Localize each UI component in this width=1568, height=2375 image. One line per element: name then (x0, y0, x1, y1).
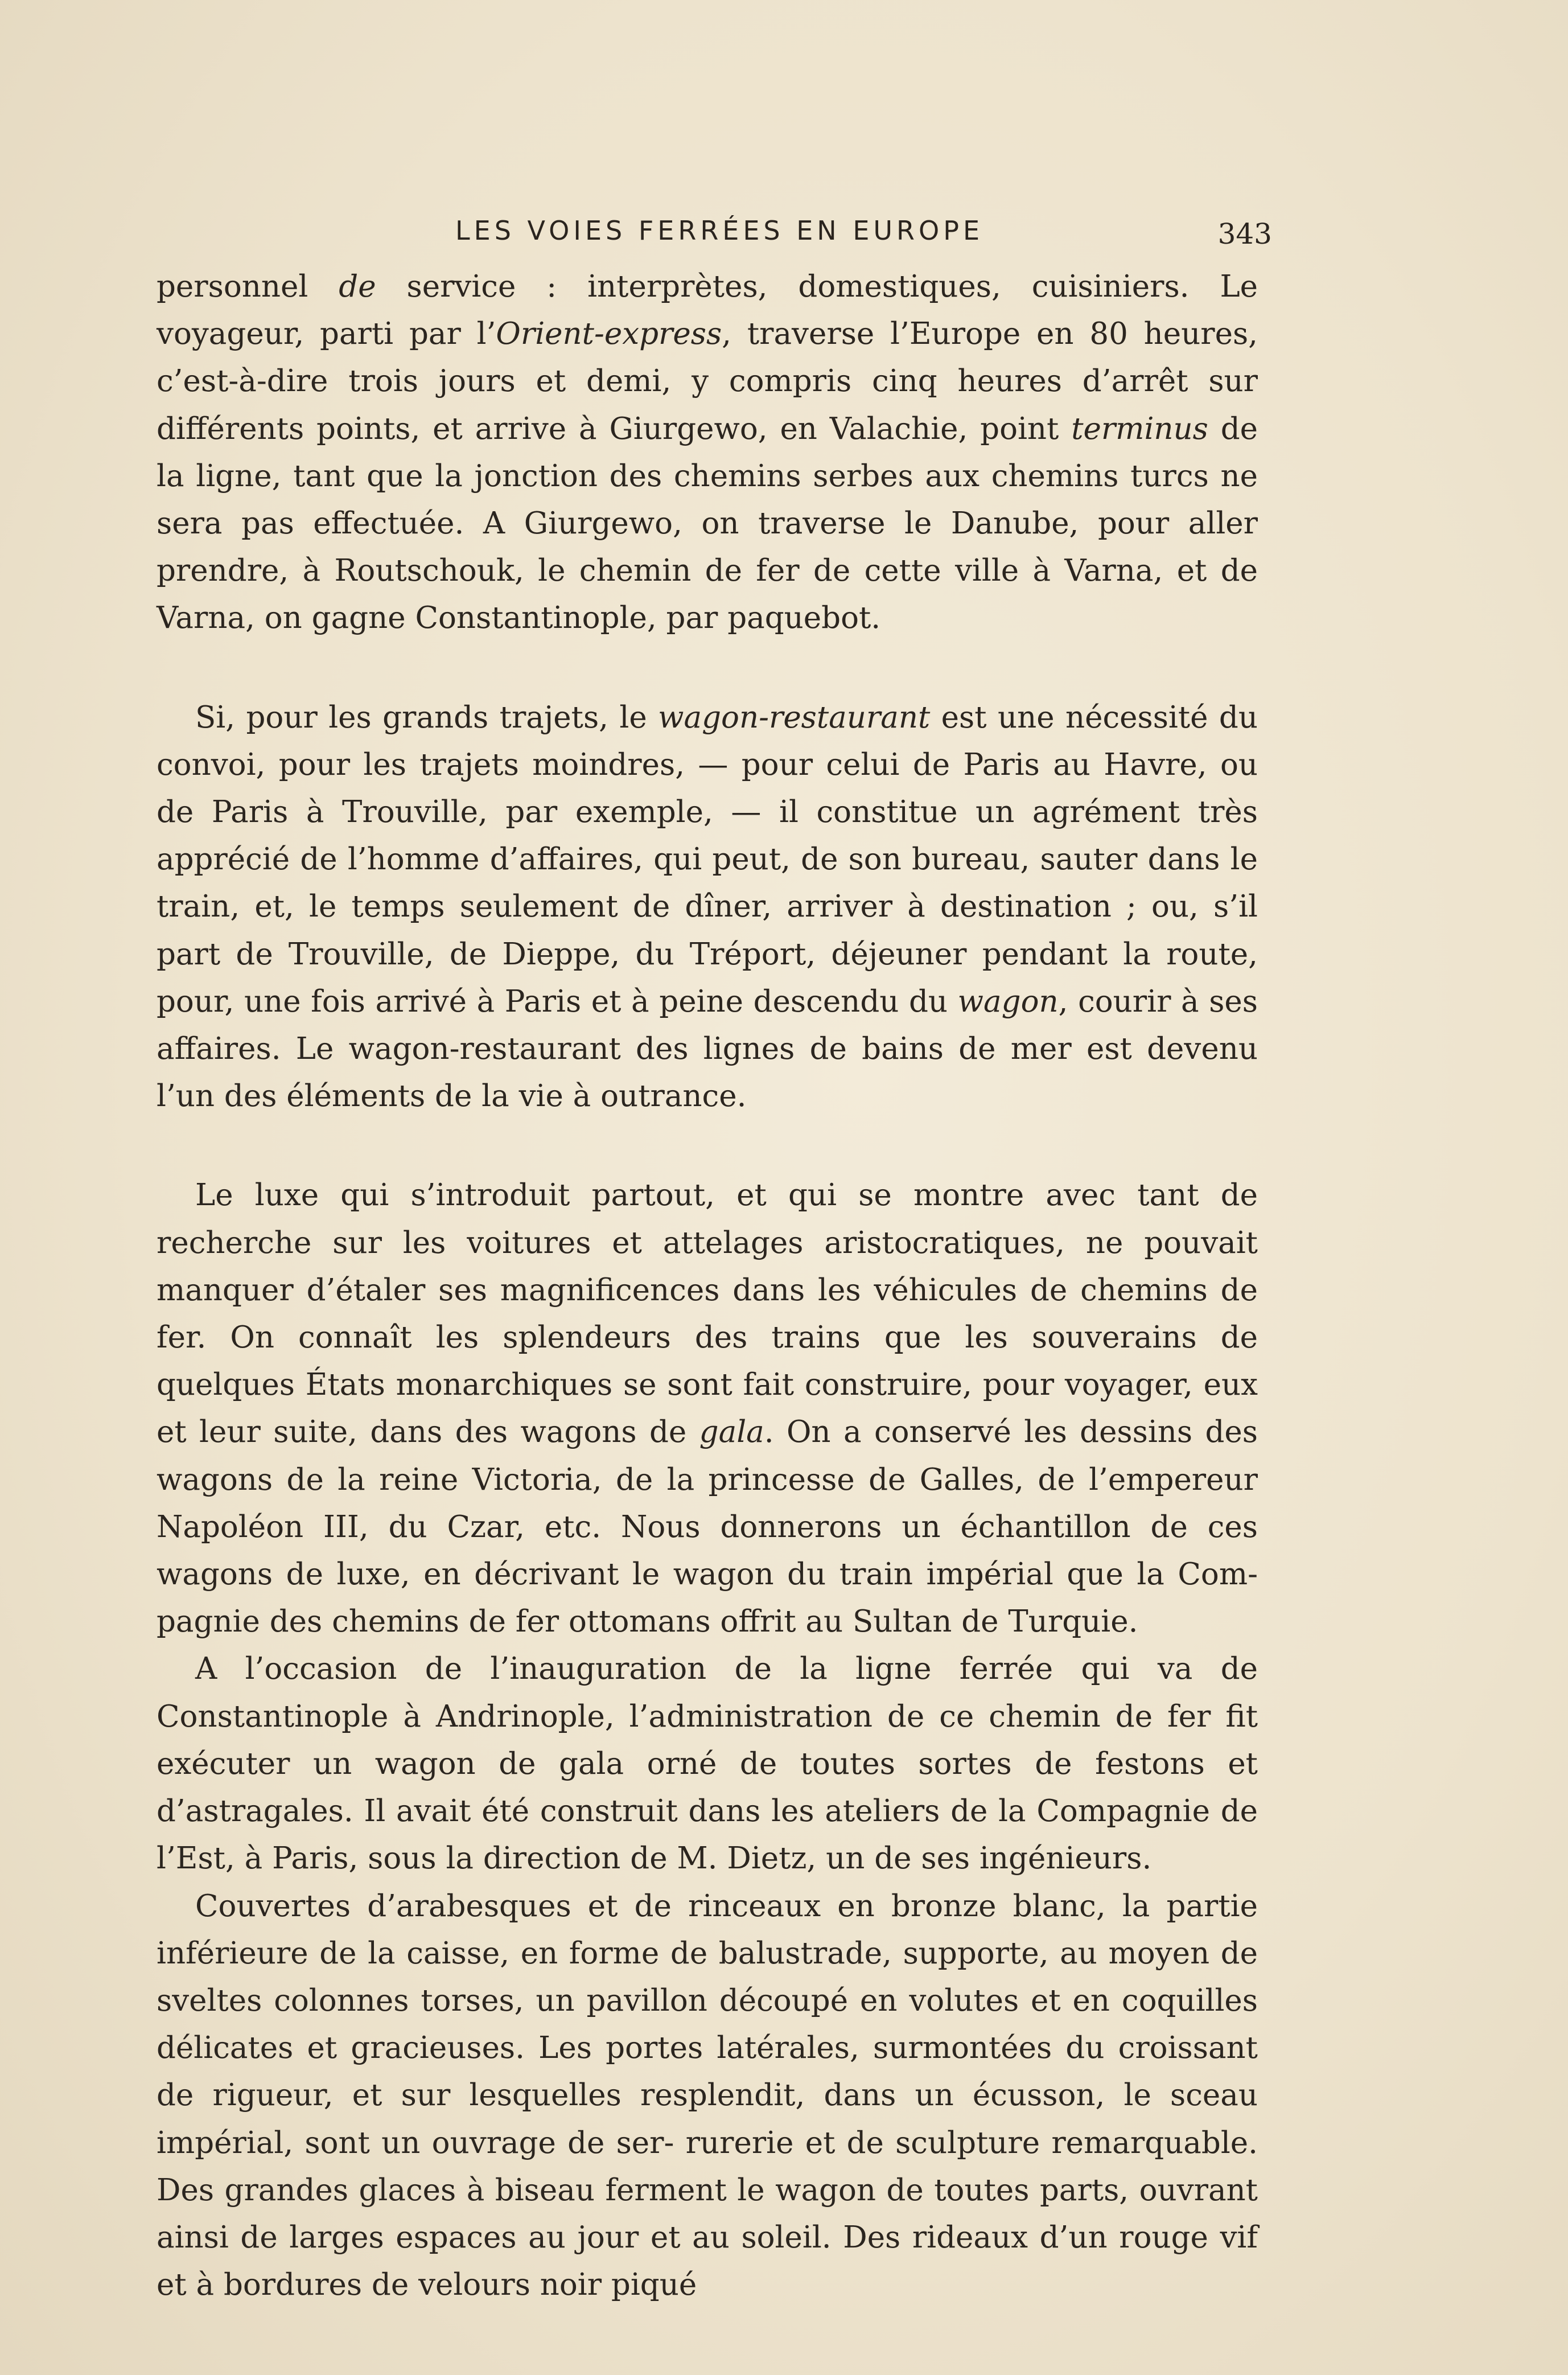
paragraph-3 (157, 1172, 1258, 1645)
text-line: personnel de service : interprètes, domestiques, cuisiniers. Le voyageur, (157, 269, 1258, 352)
page-number: 343 (1217, 217, 1272, 250)
text-line: l’homme d’affaires, qui peut, de son bureau, sauter dans le train, et, le temps (157, 842, 1258, 924)
text-line: à Giurgewo, en Valachie, point terminus de la ligne, tant que la jonction des (157, 411, 1258, 494)
text-line: de bains de mer est devenu l’un des éléments de la vie à outrance. (157, 1032, 1258, 1114)
text-line: conservé les dessins des wagons de la reine Victoria, de la princesse de Galles, (157, 1415, 1258, 1497)
text-line: descendu du wagon, courir à ses affaires. Le wagon-restaurant des lignes (157, 984, 1258, 1067)
text-line: magnificences dans les véhicules de chemins de fer. On connaît les splendeurs (157, 1272, 1258, 1355)
text-line: construire, pour voyager, eux et leur suite, dans des wagons de gala. On a (157, 1367, 1258, 1450)
paragraph-2 (157, 694, 1258, 1120)
text-line: traverse le Danube, pour aller prendre, à Routschouk, le chemin de fer de (157, 506, 1258, 589)
paragraph-5 (157, 1883, 1258, 2309)
page-header (157, 215, 1272, 261)
text-line: de la caisse, en forme de balustrade, supporte, au moyen de sveltes colonnes (157, 1936, 1258, 2018)
text-line: resplendit, dans un écusson, le sceau impérial, sont un ouvrage de ser- (157, 2078, 1258, 2160)
paragraph-4 (157, 1645, 1258, 1882)
text-line: cette ville à Varna, et de Varna, on gagne Constantinople, par paquebot. (157, 553, 1258, 636)
text-line: parti par l’Orient-express, traverse l’Europe en 80 heures, c’est-à-dire (157, 317, 1258, 399)
text-line: des trains que les souverains de quelques États monarchiques se sont fait (157, 1320, 1258, 1403)
text-line: Le luxe qui s’introduit partout, et qui se montre avec tant de recherche (157, 1178, 1258, 1260)
text-line: de l’empereur Napoléon III, du Czar, etc. Nous donnerons un échantillon de (157, 1462, 1258, 1544)
text-line: chemins serbes aux chemins turcs ne sera pas effectuée. A Giurgewo, on (157, 458, 1258, 541)
text-line: un de ses ingénieurs. (826, 1841, 1152, 1876)
text-line: ces wagons de luxe, en décrivant le wagon du train impérial que la Com- (157, 1509, 1258, 1592)
text-line: trois jours et demi, y compris cinq heures d’arrêt sur différents points, et arrive (157, 364, 1258, 446)
body-text (157, 263, 1258, 2308)
running-title: LES VOIES FERRÉES EN EUROPE (455, 215, 984, 246)
text-line: sur les voitures et attelages aristocratiques, ne pouvait manquer d’étaler ses (157, 1225, 1258, 1308)
italic-term: wagon-restaurant (658, 700, 931, 735)
text-line: Paris à Trouville, par exemple, — il constitue un agrément très apprécié de (157, 795, 1258, 877)
text-line: convoi, pour les trajets moindres, — pour celui de Paris au Havre, ou de (157, 747, 1258, 830)
italic-term: de (339, 269, 376, 304)
italic-term: wagon (957, 984, 1059, 1019)
text-line: rurerie et de sculpture remarquable. Des grandes glaces à biseau (157, 2125, 1258, 2208)
text-line: torses, un pavillon découpé en volutes et en coquilles délicates et gracieuses. (157, 1983, 1258, 2066)
text-line: les ateliers de la Compagnie de l’Est, à Paris, sous la direction de M. Dietz, (157, 1794, 1258, 1876)
text-line: ferment le wagon de toutes parts, ouvrant ainsi de larges espaces au jour (157, 2172, 1258, 2255)
text-line: Couvertes d’arabesques et de rinceaux en bronze blanc, la partie inférieure (157, 1888, 1258, 1971)
text-line: Si, pour les grands trajets, le wagon-restaurant est une nécessité du (195, 700, 1258, 735)
text-line: A l’occasion de l’inauguration de la ligne ferrée qui va de Constantinople (157, 1651, 1258, 1734)
text-line: Les portes latérales, surmontées du croissant de rigueur, et sur lesquelles (157, 2031, 1258, 2113)
text-line: du Tréport, déjeuner pendant la route, pour, une fois arrivé à Paris et à peine (157, 936, 1258, 1019)
text-line: à Andrinople, l’administration de ce chemin de fer fit exécuter un wagon de (157, 1699, 1258, 1781)
text-line: gala orné de toutes sortes de festons et d’astragales. Il avait été construit dans (157, 1746, 1258, 1829)
italic-term: terminus (1071, 411, 1208, 446)
italic-term: gala (699, 1415, 764, 1450)
text-line: seulement de dîner, arriver à destination ; ou, s’il part de Trouville, de Dieppe, (157, 889, 1258, 972)
italic-term: Orient-express (496, 317, 722, 352)
text-line: pagnie des chemins de fer ottomans offrit au Sultan de Turquie. (157, 1604, 1138, 1640)
paragraph-1 (157, 263, 1258, 642)
text-line: et au soleil. Des rideaux d’un rouge vif et à bordures de velours noir piqué (157, 2220, 1258, 2303)
